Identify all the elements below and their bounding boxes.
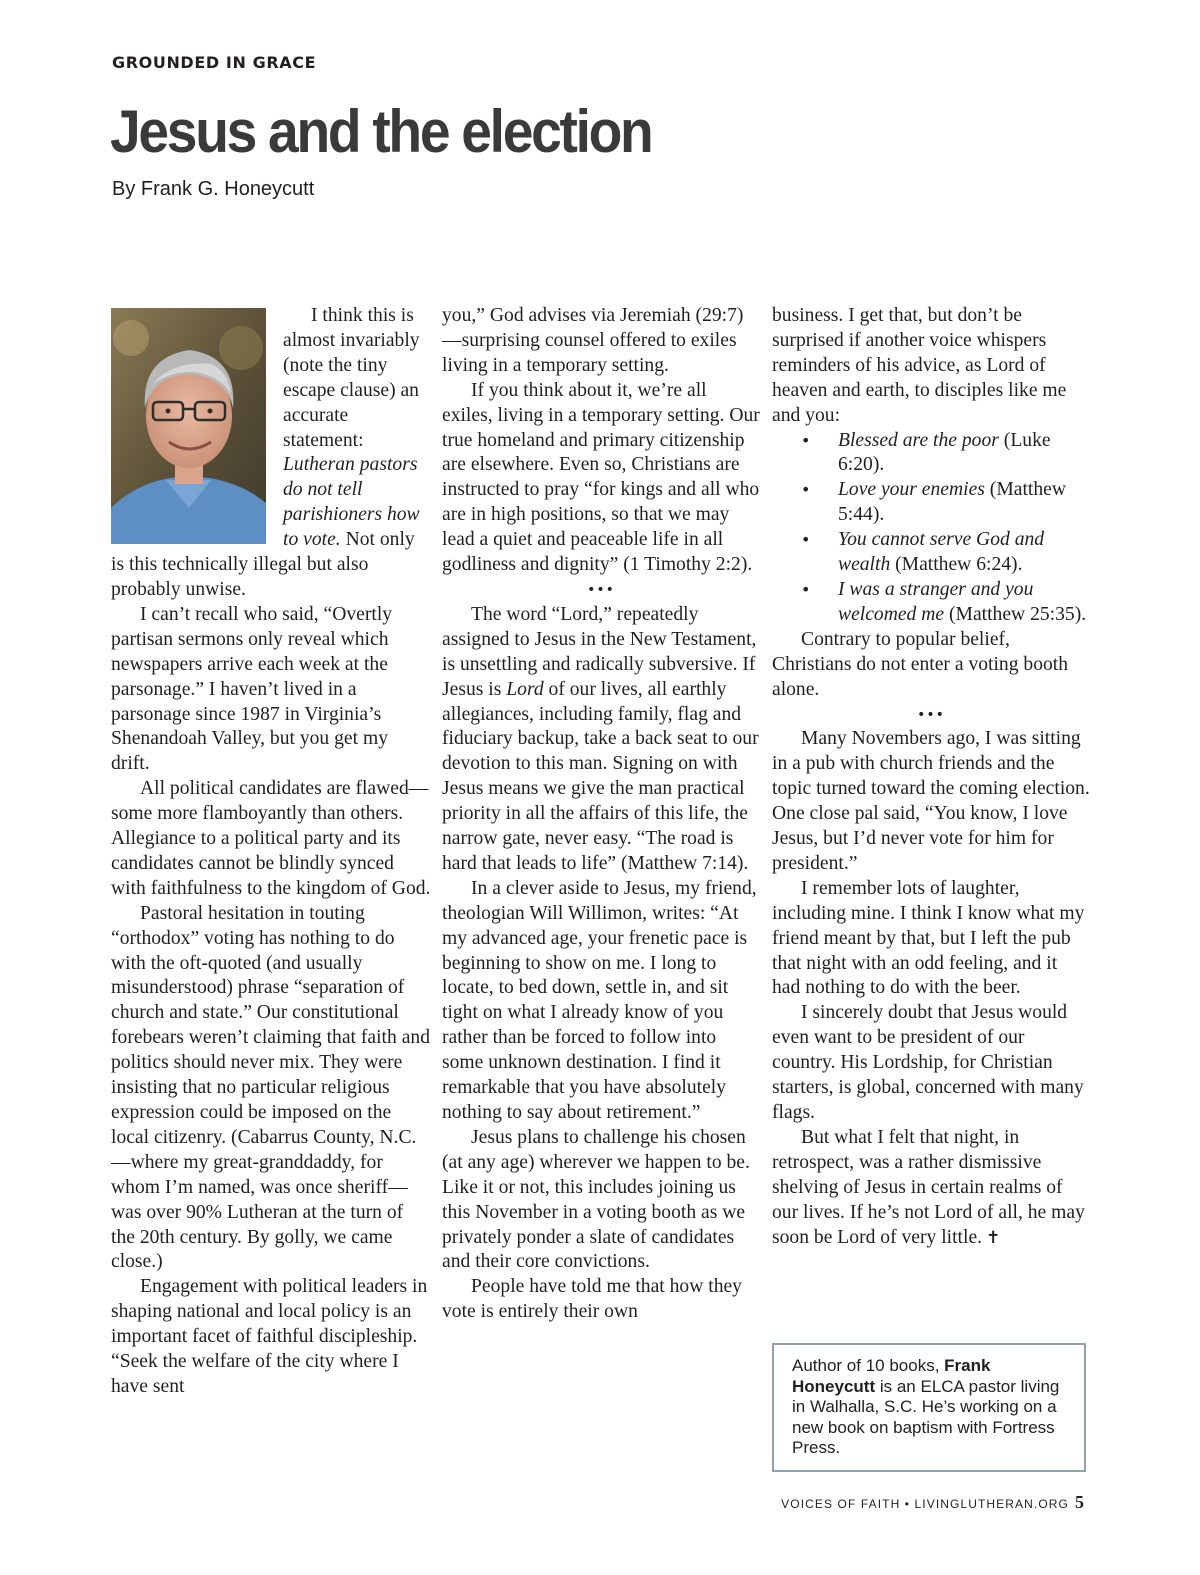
paragraph: If you think about it, we’re all exiles, living in a temporary setting. Our true homeland and primary citizenship are elsewhere. Even so, Christians are instructed to pray “for kings and all who are in high positions, so that we may lead a quiet and peaceable life in all godliness and dignity” (1 Timothy 2:2). (442, 379, 760, 576)
list-item: • You cannot serve God and wealth (Matthew 6:24). (838, 528, 1090, 578)
paragraph: But what I felt that night, in retrospect, was a rather dismissive shelving of Jesus in certain realms of our lives. If he’s not Lord of all, he may soon be Lord of very little. ✝ (772, 1126, 1085, 1248)
article-title: Jesus and the election (110, 98, 652, 165)
italic-statement: Lutheran pastors do not tell parishioners how to vote. (283, 454, 420, 551)
paragraph: People have told me that how they vote is entirely their own (442, 1276, 742, 1323)
author-portrait-image (111, 308, 266, 544)
paragraph: The word “Lord,” repeatedly assigned to Jesus in the New Testament, is unsettling and radically subversive. If Jesus is Lord of our lives, all earthly allegiances, including family, flag and fiduciary backup, take a back seat to our devotion to this man. Signing on with Jesus means we give the man practical priority in all the affairs of this life, the narrow gate, never easy. “The road is hard that leads to life” (Matthew 7:14). (442, 603, 759, 874)
author-name: Frank Honeycutt (792, 1356, 991, 1396)
paragraph: I think this is almost invariably (note the tiny escape clause) an accurate statement: Lutheran pastors do not tell parishioners how to vote. Not only is this technically illegal but also probably unwise. (111, 305, 420, 600)
paragraph: Jesus plans to challenge his chosen (at any age) wherever we happen to be. Like it or not, this includes joining us this November in a voting booth as we privately ponder a slate of candidates and their core convictions. (442, 1126, 750, 1273)
list-item: • Love your enemies (Matthew 5:44). (838, 478, 1090, 528)
footer-text: VOICES OF FAITH • LIVINGLUTHERAN.ORG (781, 1497, 1069, 1511)
article-column-2 (442, 304, 760, 1325)
scripture-list (772, 429, 1090, 628)
section-separator: ••• (587, 581, 615, 598)
page-number: 5 (1075, 1492, 1084, 1512)
author-bio-box: Author of 10 books, Frank Honeycutt is an ELCA pastor living in Walhalla, S.C. He’s working on a new book on baptism with Fortress Press. (772, 1343, 1086, 1472)
byline: By Frank G. Honeycutt (112, 178, 315, 200)
list-item: • I was a stranger and you welcomed me (Matthew 25:35). (838, 578, 1090, 628)
paragraph: Contrary to popular belief, Christians do not enter a voting booth alone. (772, 628, 1069, 700)
article-column-3 (772, 304, 1090, 1250)
cross-end-icon: ✝ (986, 1227, 1001, 1248)
paragraph: I can’t recall who said, “Overtly partisan sermons only reveal which newspapers arrive each week at the parsonage.” I haven’t lived in a parsonage since 1987 in Virginia’s Shenandoah Valley, but you get my drift. (111, 603, 393, 775)
paragraph: you,” God advises via Jeremiah (29:7)—surprising counsel offered to exiles living in a temporary setting. (442, 305, 744, 376)
paragraph: business. I get that, but don’t be surprised if another voice whispers reminders of his advice, as Lord of heaven and earth, to disciples like me and you: (772, 305, 1067, 426)
paragraph: I sincerely doubt that Jesus would even want to be president of our country. His Lordship, for Christian starters, is global, concerned with many flags. (772, 1002, 1084, 1123)
list-item: • Blessed are the poor (Luke 6:20). (838, 429, 1090, 479)
article-column-1 (111, 304, 431, 1400)
section-kicker: GROUNDED IN GRACE (112, 53, 317, 72)
paragraph: In a clever aside to Jesus, my friend, theologian Will Willimon, writes: “At my advanced age, your frenetic pace is beginning to show on me. I long to locate, to bed down, settle in, and sit tight on what I already know of you rather than be forced to follow into some unknown destination. I find it remarkable that you have absolutely nothing to say about retirement.” (442, 877, 757, 1123)
author-photo (111, 308, 266, 544)
paragraph: Many Novembers ago, I was sitting in a pub with church friends and the topic turned toward the coming election. One close pal said, “You know, I love Jesus, but I’d never vote for him for president.” (772, 728, 1090, 874)
paragraph: I remember lots of laughter, including mine. I think I know what my friend meant by that, but I left the pub that night with an odd feeling, and it had nothing to do with the beer. (772, 877, 1085, 999)
paragraph: All political candidates are flawed—some more flamboyantly than others. Allegiance to a political party and its candidates cannot be blindly synced with faithfulness to the kingdom of God. (111, 778, 431, 899)
paragraph: Pastoral hesitation in touting “orthodox” voting has nothing to do with the oft-quoted (and usually misunderstood) phrase “separation of church and state.” Our constitutional forebears weren’t claiming that faith and politics should never mix. They were insisting that no particular religious expression could be imposed on the local citizenry. (Cabarrus County, N.C.—where my great-granddaddy, for whom I’m named, was once sheriff—was over 90% Lutheran at the turn of the 20th century. By golly, we came close.) (111, 902, 430, 1273)
page-footer (781, 1492, 1084, 1513)
italic-word: Lord (506, 678, 544, 700)
section-separator: ••• (917, 706, 945, 723)
paragraph: Engagement with political leaders in shaping national and local policy is an important facet of faithful discipleship. “Seek the welfare of the city where I have sent (111, 1276, 428, 1397)
